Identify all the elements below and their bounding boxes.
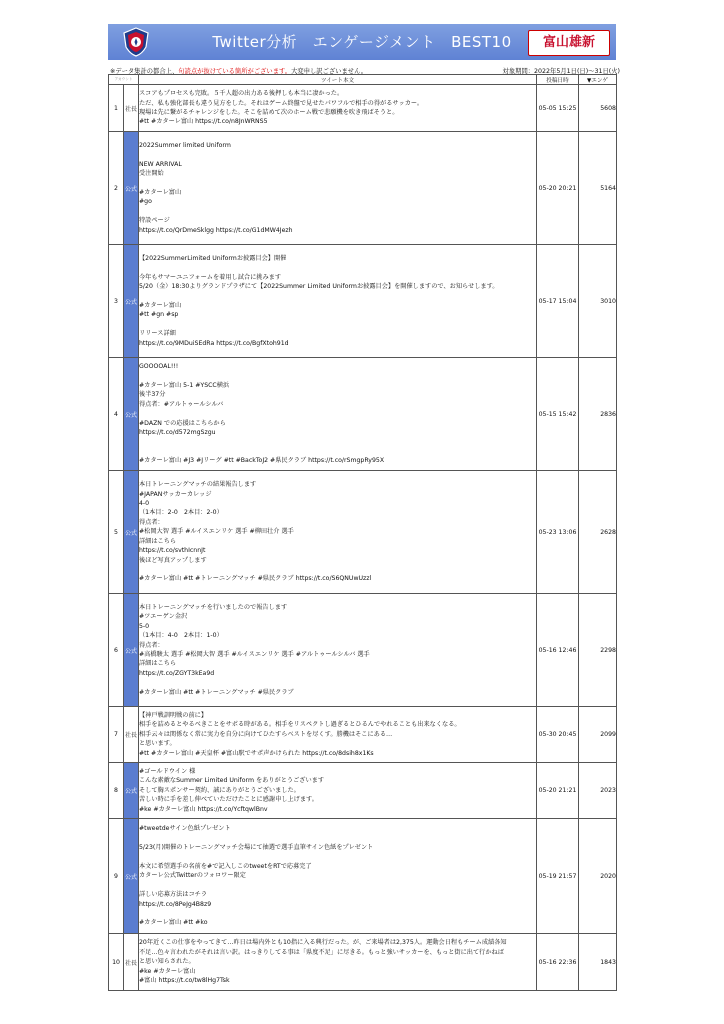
rank-cell: 7 — [109, 707, 124, 763]
account-cell: 公式 — [124, 358, 139, 471]
engagement-cell: 1843 — [579, 934, 617, 991]
table-header-row — [109, 75, 617, 85]
table-row — [109, 763, 617, 819]
tweet-text-cell: 【神戸戦訓明戦の前に】 相手を詰めるとやるべきことをサボる時がある。相手をリスペクトし過ぎるとひるんでやれることも出来なくなる。 相手云々は関係なく常に実力を自分に向けてひたすらベストを尽くす。勝機はそこにある… と思います。 #tt #カターレ富山 #天皇杯 #富山駅でサポ声かけられた https://t.co/8dsih8x1Ks — [139, 707, 537, 763]
engagement-cell: 2628 — [579, 471, 617, 594]
engagement-cell: 3010 — [579, 245, 617, 358]
rank-cell: 3 — [109, 245, 124, 358]
target-period: 対象期間：2022年5月1日(日)～31日(火) — [502, 68, 620, 75]
account-cell: 社長 — [124, 85, 139, 132]
header-post-date: 投稿日時 — [537, 75, 579, 85]
post-date-cell: 05-05 15:25 — [537, 85, 579, 132]
post-date-cell: 05-17 15:04 — [537, 245, 579, 358]
rank-cell: 10 — [109, 934, 124, 991]
post-date-cell: 05-20 20:21 — [537, 132, 579, 245]
table-row — [109, 594, 617, 707]
account-cell: 公式 — [124, 471, 139, 594]
engagement-cell: 2023 — [579, 763, 617, 819]
rank-cell: 2 — [109, 132, 124, 245]
engagement-cell: 2836 — [579, 358, 617, 471]
header-engagement: ▼エンゲ — [579, 75, 617, 85]
post-date-cell: 05-23 13:06 — [537, 471, 579, 594]
tweet-text-cell: スコアもプロセスも完敗。５千人超の出力ある後押しも本当に凄かった。 ただ、私も強化部長も違う見方をした。それはゲーム終盤で見せたパワフルで相手の得がるサッカー。 現場は先に繋がるチャレンジをした。そこを詰めて次のホーム戦で悲願機を吹き飛ばそうと。 #tt #カターレ富山 https://t.co/n8JnWRNS5 — [139, 85, 537, 132]
table-row — [109, 707, 617, 763]
rank-cell: 9 — [109, 819, 124, 934]
tweet-text-cell: 本日トレーニングマッチを行いましたので報告します #ツエーゲン金沢 5-0 （1本目：4-0 2本目：1-0） 得点者： #高橋駿太 選手 #松岡大智 選手 #ルイスエンリケ 選手 #アルトゥールシルバ 選手 詳細はこちら https://t.co/ZGYT3kEa9d #カターレ富山 #tt #トレーニングマッチ #県民クラブ — [139, 594, 537, 707]
table-row — [109, 819, 617, 934]
account-cell: 社長 — [124, 934, 139, 991]
ranking-table — [108, 74, 617, 991]
account-cell: 公式 — [124, 132, 139, 245]
brand-logo: 富山雄新 — [528, 30, 610, 56]
tweet-text-cell: 本日トレーニングマッチの結果報告します #JAPANサッカーカレッジ 4-0 （1本目：2-0 2本目：2-0） 得点者： #松岡大智 選手 #ルイスエンリケ 選手 #柳田壮介 選手 詳細はこちら https://t.co/svthIcnnJt 後ほど写真アップします #カターレ富山 #tt #トレーニングマッチ #県民クラブ https://t.co/S6QNUwUzzl — [139, 471, 537, 594]
tweet-text-cell: 2022Summer limited Uniform NEW ARRIVAL 受注開始 #カターレ富山 #go 特設ページ https://t.co/QrDmeSklgg https://t.co/G1dMW4Jezh — [139, 132, 537, 245]
table-row — [109, 358, 617, 471]
rank-cell: 1 — [109, 85, 124, 132]
post-date-cell: 05-16 22:36 — [537, 934, 579, 991]
header-banner — [108, 24, 616, 60]
engagement-cell: 5608 — [579, 85, 617, 132]
account-cell: 社長 — [124, 707, 139, 763]
post-date-cell: 05-19 21:57 — [537, 819, 579, 934]
data-note: ※データ集計の都合上、句読点が抜けている箇所がございます。大変申し訳ございません。 — [110, 68, 368, 75]
rank-cell: 8 — [109, 763, 124, 819]
account-cell: 公式 — [124, 245, 139, 358]
post-date-cell: 05-20 21:21 — [537, 763, 579, 819]
tweet-text-cell: 20年近くこの仕事をやってきて…昨日は場内外とも10指に入る興行だった。が、ご来場者は2,375人。運動会日程もチーム成績各知 不足…色々言われたがそれは言い訳。はっきりしてる事は「県度不足」に尽きる。もっと強いサッカーを、もっと街に出て行かねば と思い知らされた。 #ke #カターレ富山 #富山 https://t.co/tw8lHg7Tsk — [139, 934, 537, 991]
table-row — [109, 132, 617, 245]
account-cell: 公式 — [124, 594, 139, 707]
tweet-text-cell: #ゴールドウイン 様 こんな素敵なSummer Limited Uniform をありがとうございます そして胸スポンサー契約、誠にありがとうございました。 苦しい時に手を差し伸べていただけたことに感謝申し上げます。 #ke #カターレ富山 https://t.co/YcftqwlBnv — [139, 763, 537, 819]
tweet-text-cell: 【2022SummerLimited Uniformお披露目会】開催 今年もサマーユニフォームを着用し試合に挑みます 5/20（金）18:30よりグランドプラザにて【2022Summer Limited Uniformお披露目会】を開催しますので、お知らせします。 #カターレ富山 #tt #gn #sp リリース詳細 https://t.co/9MDuiSEdRa https://t.co/BgfXtoh91d — [139, 245, 537, 358]
data-note-warning: 句読点が抜けている箇所がございます。 — [178, 68, 292, 75]
tweet-text-cell: GOOOOAL!!! #カターレ富山 5-1 #YSCC横浜 後半37分 得点者：#アルトゥールシルバ #DAZN での応援はこちらから https://t.co/d572mgSzgu #カターレ富山 #J3 #Jリーグ #tt #BackToJ2 #県民クラブ https://t.co/rSmgpRy95X — [139, 358, 537, 471]
engagement-cell: 2020 — [579, 819, 617, 934]
post-date-cell: 05-15 15:42 — [537, 358, 579, 471]
engagement-cell: 2099 — [579, 707, 617, 763]
tweet-text-cell: #tweetdeサイン色紙プレゼント 5/23(月)開催のトレーニングマッチ会場にて抽選で選手直筆サイン色紙をプレゼント 本文に希望選手の名前を#で記入しこのtweetをRTで応募完了 カターレ公式Twitterのフォロワー限定 詳しい応募方法はコチラ https://t.co/8PeJg4B8z9 #カターレ富山 #tt #ko — [139, 819, 537, 934]
post-date-cell: 05-16 12:46 — [537, 594, 579, 707]
post-date-cell: 05-30 20:45 — [537, 707, 579, 763]
rank-cell: 5 — [109, 471, 124, 594]
header-tweet-text: ツイート本文 — [139, 75, 537, 85]
account-cell: 公式 — [124, 819, 139, 934]
report-title: Twitter分析 エンゲージメント BEST10 — [212, 33, 512, 51]
table-row — [109, 85, 617, 132]
table-row — [109, 245, 617, 358]
table-row — [109, 934, 617, 991]
account-cell: 公式 — [124, 763, 139, 819]
engagement-cell: 5164 — [579, 132, 617, 245]
engagement-cell: 2298 — [579, 594, 617, 707]
rank-cell: 4 — [109, 358, 124, 471]
rank-cell: 6 — [109, 594, 124, 707]
header-account: アカウント — [109, 75, 139, 85]
table-row — [109, 471, 617, 594]
